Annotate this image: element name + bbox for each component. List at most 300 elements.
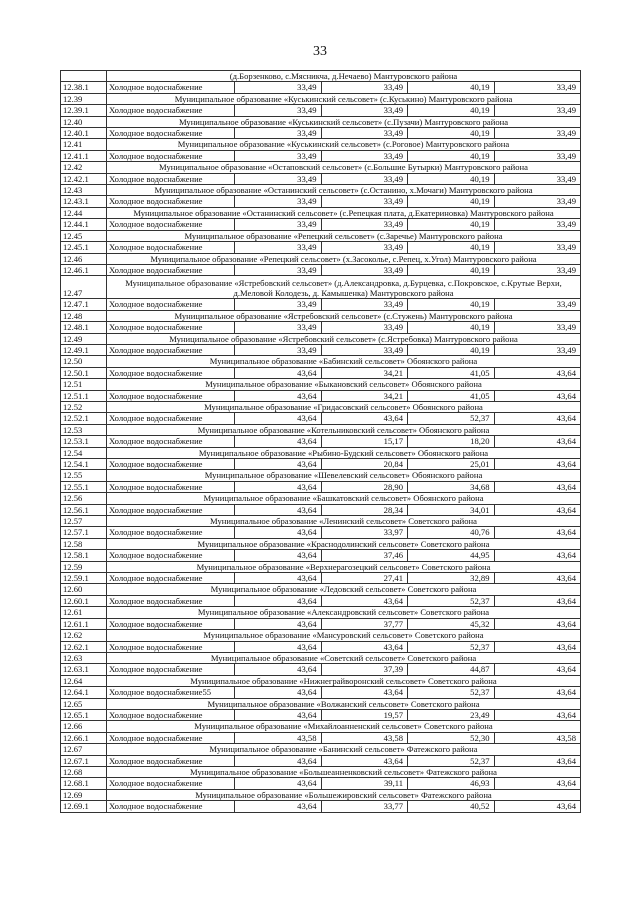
section-title: Муниципальное образование «Куськинский сельсовет» (с.Куськино) Мантуровского района: [107, 93, 581, 104]
tariff-value: 15,17: [321, 436, 408, 447]
table-row: [61, 219, 581, 230]
section-header-row: [61, 424, 581, 435]
section-header-row: [61, 333, 581, 344]
service-name: Холодное водоснабжение: [107, 299, 235, 310]
service-name: Холодное водоснабжение: [107, 504, 235, 515]
tariff-value: 37,46: [321, 550, 408, 561]
section-title: Муниципальное образование «Бабинский сельсовет» Обоянского района: [107, 356, 581, 367]
section-header-row: [61, 516, 581, 527]
tariff-value: 52,37: [408, 687, 495, 698]
section-code: 12.39: [61, 93, 107, 104]
section-code: 12.46: [61, 253, 107, 264]
tariff-value: 52,30: [408, 732, 495, 743]
section-title: Муниципальное образование «Александровский сельсовет» Советского района: [107, 607, 581, 618]
section-code: 12.64: [61, 675, 107, 686]
tariff-value: 40,19: [408, 219, 495, 230]
table-row: [61, 801, 581, 812]
tariff-value: 43,64: [321, 413, 408, 424]
service-name: Холодное водоснабжение: [107, 481, 235, 492]
section-title: Муниципальное образование «Куськинский сельсовет» (с.Роговое) Мантуровского района: [107, 139, 581, 150]
section-header-row: [61, 538, 581, 549]
tariff-value: 33,49: [321, 105, 408, 116]
section-header-row: [61, 253, 581, 264]
section-title: Муниципальное образование «Остаповский сельсовет» (с.Большие Бутырки) Мантуровского района: [107, 162, 581, 173]
tariff-value: 33,49: [321, 128, 408, 139]
section-code: 12.63: [61, 652, 107, 663]
section-title: Муниципальное образование «Ястребовский сельсовет» (с.Стужень) Мантуровского района: [107, 310, 581, 321]
tariff-value: 43,64: [235, 367, 322, 378]
tariff-value: 40,19: [408, 105, 495, 116]
section-code: 12.58: [61, 538, 107, 549]
service-name: Холодное водоснабжение: [107, 82, 235, 93]
row-code: 12.66.1: [61, 732, 107, 743]
section-title: Муниципальное образование «Башкатовский сельсовет» Обоянского района: [107, 493, 581, 504]
section-title: Муниципальное образование «Репецкий сельсовет» (с.Заречье) Мантуровского района: [107, 230, 581, 241]
tariff-value: 43,64: [494, 709, 581, 720]
tariff-value: 43,64: [235, 778, 322, 789]
tariff-value: 43,64: [494, 436, 581, 447]
table-row: [61, 82, 581, 93]
tariff-value: 43,64: [321, 641, 408, 652]
section-title: Муниципальное образование «Ледовский сельсовет» Советского района: [107, 584, 581, 595]
table-row: [61, 778, 581, 789]
section-code: 12.41: [61, 139, 107, 150]
section-header-row: [61, 356, 581, 367]
tariff-value: 46,93: [408, 778, 495, 789]
tariff-value: 33,49: [235, 264, 322, 275]
service-name: Холодное водоснабжение: [107, 367, 235, 378]
tariff-value: 43,64: [235, 481, 322, 492]
section-code: 12.50: [61, 356, 107, 367]
tariff-value: 43,64: [494, 550, 581, 561]
tariff-value: 33,49: [235, 150, 322, 161]
section-header-row: [61, 185, 581, 196]
tariff-value: 33,49: [494, 219, 581, 230]
tariff-value: 33,49: [235, 82, 322, 93]
section-code: 12.59: [61, 561, 107, 572]
table-row: [61, 173, 581, 184]
tariff-value: 41,05: [408, 367, 495, 378]
row-code: 12.53.1: [61, 436, 107, 447]
table-row: [61, 550, 581, 561]
tariff-value: 33,49: [321, 299, 408, 310]
tariff-value: 18,20: [408, 436, 495, 447]
row-code: 12.68.1: [61, 778, 107, 789]
section-title: Муниципальное образование «Котельниковский сельсовет» Обоянского района: [107, 424, 581, 435]
tariff-value: 43,64: [494, 367, 581, 378]
tariff-value: 40,19: [408, 196, 495, 207]
row-code: 12.42.1: [61, 173, 107, 184]
tariff-value: 43,58: [494, 732, 581, 743]
tariff-value: 43,64: [235, 595, 322, 606]
tariff-value: 33,49: [321, 82, 408, 93]
section-code: 12.53: [61, 424, 107, 435]
section-header-row: [61, 630, 581, 641]
service-name: Холодное водоснабжение: [107, 196, 235, 207]
tariff-value: 33,49: [494, 105, 581, 116]
tariff-value: 43,64: [235, 390, 322, 401]
tariff-value: 43,64: [235, 527, 322, 538]
service-name: Холодное водоснабжение: [107, 618, 235, 629]
tariff-value: 43,64: [235, 618, 322, 629]
section-code: 12.56: [61, 493, 107, 504]
service-name: Холодное водоснабжение55: [107, 687, 235, 698]
tariff-value: 40,19: [408, 173, 495, 184]
tariff-value: 33,49: [321, 344, 408, 355]
section-title: Муниципальное образование «Быкановский сельсовет» Обоянского района: [107, 379, 581, 390]
section-title: Муниципальное образование «Ленинский сельсовет» Советского района: [107, 516, 581, 527]
service-name: Холодное водоснабжение: [107, 573, 235, 584]
table-row: [61, 459, 581, 470]
section-title: Муниципальное образование «Рыбино-Будский сельсовет» Обоянского района: [107, 447, 581, 458]
section-title: (д.Борзенково, с.Мясникча, д.Нечаево) Мантуровского района: [107, 71, 581, 82]
row-code: 12.60.1: [61, 595, 107, 606]
tariff-value: 41,05: [408, 390, 495, 401]
service-name: Холодное водоснабжение: [107, 322, 235, 333]
tariff-value: 33,49: [235, 322, 322, 333]
tariff-value: 43,64: [494, 641, 581, 652]
service-name: Холодное водоснабжение: [107, 413, 235, 424]
tariff-value: 43,64: [494, 755, 581, 766]
section-code: [61, 71, 107, 82]
table-row: [61, 481, 581, 492]
tariff-value: 34,01: [408, 504, 495, 515]
section-header-row: [61, 721, 581, 732]
section-code: 12.48: [61, 310, 107, 321]
row-code: 12.56.1: [61, 504, 107, 515]
row-code: 12.64.1: [61, 687, 107, 698]
tariff-value: 33,49: [494, 264, 581, 275]
section-header-row: [61, 652, 581, 663]
service-name: Холодное водоснабжение: [107, 219, 235, 230]
section-header-row: [61, 675, 581, 686]
section-header-row: [61, 379, 581, 390]
row-code: 12.59.1: [61, 573, 107, 584]
tariff-value: 43,64: [494, 595, 581, 606]
tariff-value: 33,49: [321, 173, 408, 184]
row-code: 12.45.1: [61, 242, 107, 253]
section-code: 12.55: [61, 470, 107, 481]
section-title: Муниципальное образование «Нижнеграйворонский сельсовет» Советского района: [107, 675, 581, 686]
service-name: Холодное водоснабжение: [107, 459, 235, 470]
tariff-value: 52,37: [408, 413, 495, 424]
row-code: 12.57.1: [61, 527, 107, 538]
table-row: [61, 264, 581, 275]
section-code: 12.57: [61, 516, 107, 527]
table-row: [61, 413, 581, 424]
section-code: 12.51: [61, 379, 107, 390]
row-code: 12.49.1: [61, 344, 107, 355]
table-row: [61, 150, 581, 161]
tariff-value: 43,58: [321, 732, 408, 743]
section-code: 12.49: [61, 333, 107, 344]
service-name: Холодное водоснабжение: [107, 778, 235, 789]
section-header-row: [61, 139, 581, 150]
tariff-value: 43,64: [235, 573, 322, 584]
tariff-value: 33,49: [321, 150, 408, 161]
service-name: Холодное водоснабжение: [107, 264, 235, 275]
tariff-value: 45,32: [408, 618, 495, 629]
tariff-value: 40,19: [408, 242, 495, 253]
section-header-row: [61, 116, 581, 127]
tariff-value: 52,37: [408, 641, 495, 652]
section-header-row: [61, 584, 581, 595]
tariff-value: 40,19: [408, 82, 495, 93]
service-name: Холодное водоснабжение: [107, 436, 235, 447]
service-name: Холодное водоснабжение: [107, 173, 235, 184]
tariff-value: 43,64: [494, 390, 581, 401]
tariff-value: 43,64: [494, 459, 581, 470]
tariff-value: 43,64: [235, 504, 322, 515]
service-name: Холодное водоснабжение: [107, 527, 235, 538]
tariff-value: 33,49: [235, 219, 322, 230]
tariff-value: 32,89: [408, 573, 495, 584]
tariff-value: 33,77: [321, 801, 408, 812]
row-code: 12.52.1: [61, 413, 107, 424]
section-header-row: [61, 162, 581, 173]
table-row: [61, 709, 581, 720]
section-code: 12.45: [61, 230, 107, 241]
tariff-value: 43,64: [494, 664, 581, 675]
service-name: Холодное водоснабжение: [107, 801, 235, 812]
section-title: Муниципальное образование «Мансуровский сельсовет» Советского района: [107, 630, 581, 641]
tariff-value: 33,49: [494, 322, 581, 333]
tariff-value: 25,01: [408, 459, 495, 470]
tariff-value: 52,37: [408, 595, 495, 606]
tariff-value: 33,49: [494, 299, 581, 310]
row-code: 12.65.1: [61, 709, 107, 720]
tariff-value: 33,49: [494, 242, 581, 253]
section-header-row: [61, 698, 581, 709]
tariff-value: 33,49: [494, 82, 581, 93]
section-title: Муниципальное образование «Репецкий сельсовет» (х.Засоколье, с.Репец, х.Угол) Мантуровского района: [107, 253, 581, 264]
row-code: 12.40.1: [61, 128, 107, 139]
section-header-row: [61, 207, 581, 218]
tariff-value: 33,49: [235, 196, 322, 207]
tariff-value: 40,19: [408, 128, 495, 139]
tariff-value: 33,49: [321, 219, 408, 230]
section-title: Муниципальное образование «Большеанненковский сельсовет» Фатежского района: [107, 766, 581, 777]
section-header-row: [61, 401, 581, 412]
tariff-value: 34,68: [408, 481, 495, 492]
table-row: [61, 595, 581, 606]
tariff-value: 33,49: [235, 105, 322, 116]
section-title: Муниципальное образование «Советский сельсовет» Советского района: [107, 652, 581, 663]
table-row: [61, 732, 581, 743]
tariff-value: 28,34: [321, 504, 408, 515]
table-row: [61, 196, 581, 207]
tariff-value: 34,21: [321, 367, 408, 378]
service-name: Холодное водоснабжение: [107, 344, 235, 355]
section-header-row: [61, 470, 581, 481]
tariff-value: 43,64: [321, 755, 408, 766]
service-name: Холодное водоснабжение: [107, 755, 235, 766]
tariff-value: 44,87: [408, 664, 495, 675]
tariff-value: 33,49: [494, 196, 581, 207]
tariff-value: 34,21: [321, 390, 408, 401]
tariff-value: 33,49: [321, 264, 408, 275]
service-name: Холодное водоснабжение: [107, 390, 235, 401]
service-name: Холодное водоснабжение: [107, 150, 235, 161]
section-code: 12.44: [61, 207, 107, 218]
section-header-row: [61, 561, 581, 572]
section-title: Муниципальное образование «Гридасовский сельсовет» Обоянского района: [107, 401, 581, 412]
page-number: 33: [313, 44, 327, 59]
row-code: 12.62.1: [61, 641, 107, 652]
row-code: 12.67.1: [61, 755, 107, 766]
row-code: 12.61.1: [61, 618, 107, 629]
section-header-row: [61, 744, 581, 755]
section-title: Муниципальное образование «Останинский сельсовет» (с.Репецкая плата, д.Екатериновка) Мантуровского района: [107, 207, 581, 218]
row-code: 12.54.1: [61, 459, 107, 470]
service-name: Холодное водоснабжение: [107, 641, 235, 652]
section-title: Муниципальное образование «Михайлоанненский сельсовет» Советского района: [107, 721, 581, 732]
tariff-value: 43,64: [235, 436, 322, 447]
tariff-value: 28,90: [321, 481, 408, 492]
tariff-value: 43,64: [494, 618, 581, 629]
tariff-value: 43,64: [494, 687, 581, 698]
tariff-value: 43,64: [235, 413, 322, 424]
tariff-value: 43,64: [321, 687, 408, 698]
tariff-value: 43,64: [235, 801, 322, 812]
table-row: [61, 390, 581, 401]
section-header-row: [61, 789, 581, 800]
table-row: [61, 322, 581, 333]
table-row: [61, 687, 581, 698]
tariff-value: 43,64: [494, 801, 581, 812]
tariff-value: 33,49: [235, 128, 322, 139]
section-header-row: [61, 230, 581, 241]
section-title: Муниципальное образование «Шевелевский сельсовет» Обоянского района: [107, 470, 581, 481]
section-header-row: [61, 93, 581, 104]
section-title: Муниципальное образование «Верхнерагозецкий сельсовет» Советского района: [107, 561, 581, 572]
section-header-row: [61, 493, 581, 504]
tariff-value: 43,64: [494, 527, 581, 538]
service-name: Холодное водоснабжение: [107, 732, 235, 743]
service-name: Холодное водоснабжение: [107, 128, 235, 139]
tariff-value: 23,49: [408, 709, 495, 720]
tariff-value: 33,49: [235, 299, 322, 310]
tariff-value: 33,97: [321, 527, 408, 538]
section-code: 12.62: [61, 630, 107, 641]
tariff-value: 33,49: [494, 344, 581, 355]
row-code: 12.46.1: [61, 264, 107, 275]
tariff-value: 37,77: [321, 618, 408, 629]
service-name: Холодное водоснабжение: [107, 242, 235, 253]
section-header-row: [61, 447, 581, 458]
tariff-value: 43,64: [235, 550, 322, 561]
row-code: 12.50.1: [61, 367, 107, 378]
row-code: 12.48.1: [61, 322, 107, 333]
table-row: [61, 367, 581, 378]
tariff-value: 43,64: [235, 755, 322, 766]
section-code: 12.54: [61, 447, 107, 458]
tariff-value: 43,64: [494, 504, 581, 515]
tariff-value: 44,95: [408, 550, 495, 561]
section-title: Муниципальное образование «Ястребовский сельсовет» (д.Александровка, д.Бурцевка, с.Покровское, с.Крутые Верхи, д.Меловой Колодезь, д. Камышенка) Мантуровского района: [107, 276, 581, 299]
table-row: [61, 573, 581, 584]
tariff-value: 40,19: [408, 322, 495, 333]
row-code: 12.51.1: [61, 390, 107, 401]
tariff-value: 33,49: [235, 344, 322, 355]
tariff-value: 33,49: [321, 322, 408, 333]
row-code: 12.63.1: [61, 664, 107, 675]
row-code: 12.39.1: [61, 105, 107, 116]
tariff-value: 19,57: [321, 709, 408, 720]
section-title: Муниципальное образование «Куськинский сельсовет» (с.Пузачи) Мантуровского района: [107, 116, 581, 127]
section-title: Муниципальное образование «Банинский сельсовет» Фатежского района: [107, 744, 581, 755]
section-code: 12.40: [61, 116, 107, 127]
section-code: 12.68: [61, 766, 107, 777]
service-name: Холодное водоснабжение: [107, 664, 235, 675]
tariff-value: 40,19: [408, 264, 495, 275]
service-name: Холодное водоснабжение: [107, 595, 235, 606]
section-title: Муниципальное образование «Большежировский сельсовет» Фатежского района: [107, 789, 581, 800]
tariff-value: 33,49: [235, 242, 322, 253]
tariff-value: 33,49: [494, 128, 581, 139]
tariff-value: 40,19: [408, 150, 495, 161]
tariff-value: 43,58: [235, 732, 322, 743]
row-code: 12.58.1: [61, 550, 107, 561]
tariff-value: 43,64: [235, 709, 322, 720]
tariff-value: 33,49: [321, 196, 408, 207]
table-row: [61, 128, 581, 139]
row-code: 12.41.1: [61, 150, 107, 161]
tariff-value: 39,11: [321, 778, 408, 789]
tariff-value: 40,19: [408, 344, 495, 355]
tariff-value: 37,39: [321, 664, 408, 675]
tariff-value: 43,64: [494, 573, 581, 584]
tariff-value: 33,49: [494, 150, 581, 161]
section-title: Муниципальное образование «Краснодолинский сельсовет» Советского района: [107, 538, 581, 549]
tariff-value: 20,84: [321, 459, 408, 470]
section-code: 12.47: [61, 276, 107, 299]
table-row: [61, 618, 581, 629]
section-title: Муниципальное образование «Останинский сельсовет» (с.Останино, х.Мочаги) Мантуровского района: [107, 185, 581, 196]
section-code: 12.42: [61, 162, 107, 173]
tariff-value: 43,64: [494, 778, 581, 789]
section-code: 12.61: [61, 607, 107, 618]
tariff-value: 43,64: [494, 481, 581, 492]
tariff-value: 33,49: [321, 242, 408, 253]
section-title: Муниципальное образование «Волжанский сельсовет» Советского района: [107, 698, 581, 709]
table-row: [61, 242, 581, 253]
section-header-row: [61, 310, 581, 321]
tariff-table-body: [61, 71, 581, 813]
tariff-value: 40,76: [408, 527, 495, 538]
section-title: Муниципальное образование «Ястребовский сельсовет» (с.Ястребовка) Мантуровского района: [107, 333, 581, 344]
section-header-row: [61, 71, 581, 82]
row-code: 12.47.1: [61, 299, 107, 310]
section-code: 12.52: [61, 401, 107, 412]
row-code: 12.55.1: [61, 481, 107, 492]
row-code: 12.43.1: [61, 196, 107, 207]
section-code: 12.43: [61, 185, 107, 196]
tariff-value: 40,19: [408, 299, 495, 310]
row-code: 12.38.1: [61, 82, 107, 93]
tariff-value: 40,52: [408, 801, 495, 812]
tariff-value: 43,64: [235, 459, 322, 470]
tariff-value: 33,49: [235, 173, 322, 184]
section-code: 12.66: [61, 721, 107, 732]
tariff-value: 43,64: [235, 664, 322, 675]
tariff-value: 43,64: [235, 641, 322, 652]
tariff-value: 52,37: [408, 755, 495, 766]
section-header-row: [61, 276, 581, 299]
tariff-table: [60, 70, 581, 813]
service-name: Холодное водоснабжение: [107, 550, 235, 561]
table-row: [61, 436, 581, 447]
